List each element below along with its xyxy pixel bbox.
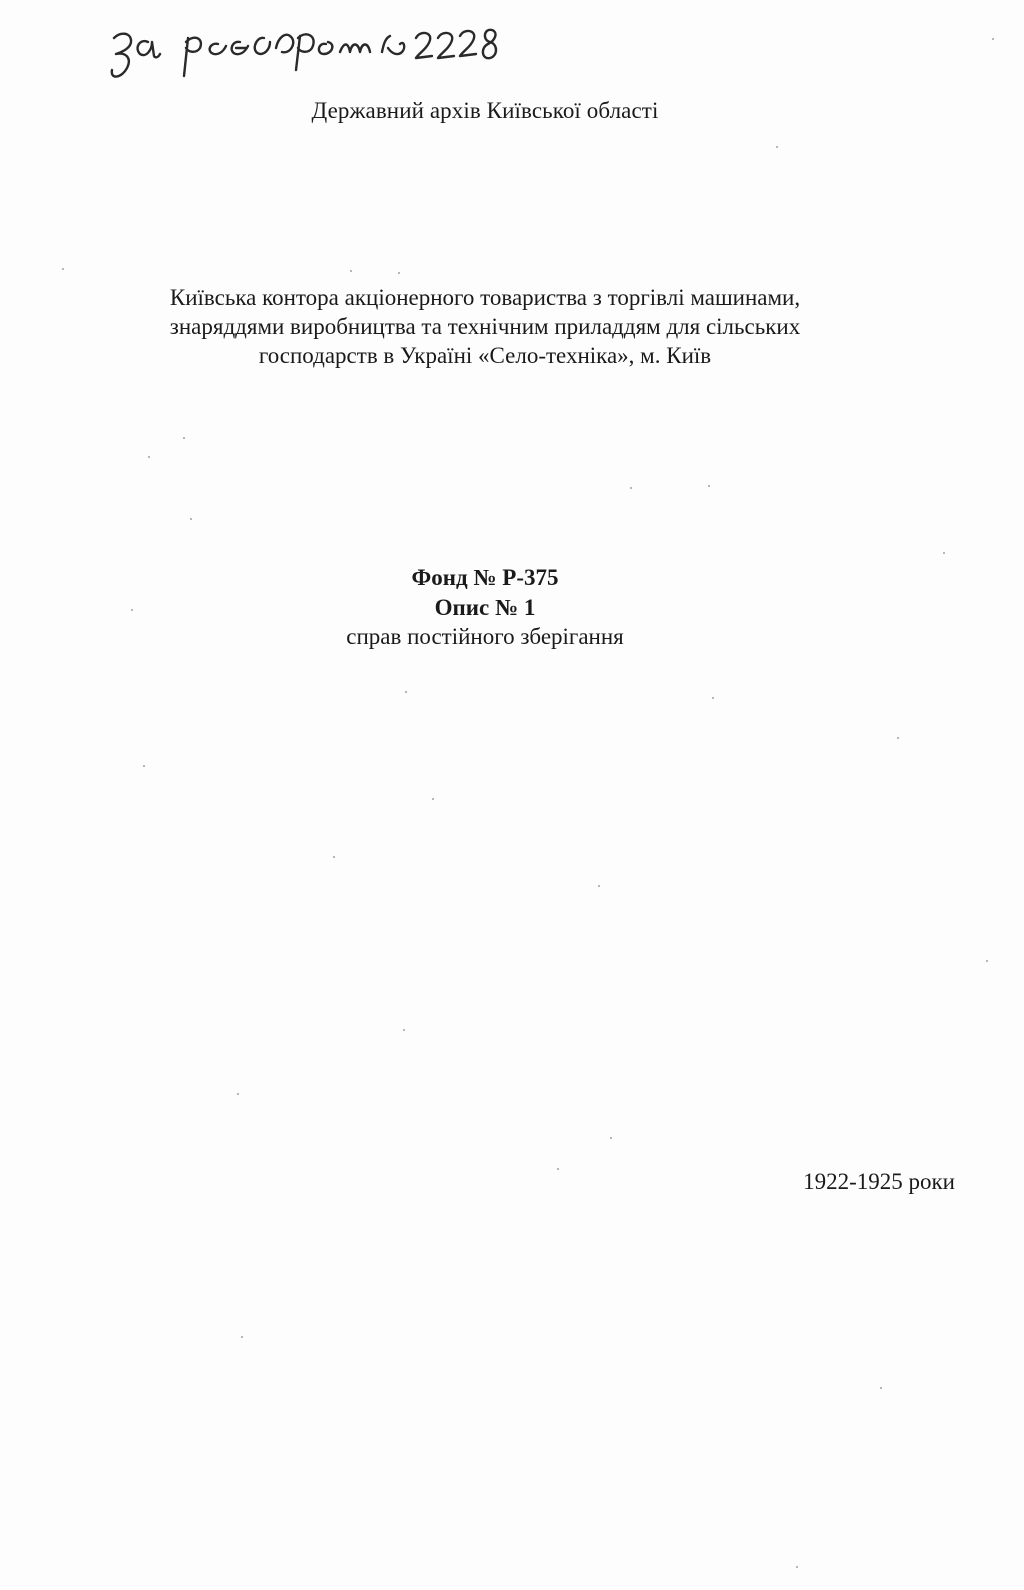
organization-line-2: знаряддями виробництва та технічним приладдям для сільських (169, 314, 801, 339)
archive-name: Державний архів Київської області (311, 98, 659, 123)
handwritten-note (100, 8, 520, 80)
date-range: 1922-1925 роки (803, 1169, 955, 1194)
organization-line-3: господарств в Україні «Село-техніка», м. Київ (258, 343, 712, 368)
inventory-number: Опис № 1 (434, 595, 536, 620)
organization-title (100, 283, 870, 370)
organization-line-1: Київська контора акціонерного товариства з торгівлі машинами, (169, 285, 801, 310)
storage-type: справ постійного зберігання (346, 624, 624, 649)
fond-number: Фонд № Р-375 (411, 565, 559, 590)
